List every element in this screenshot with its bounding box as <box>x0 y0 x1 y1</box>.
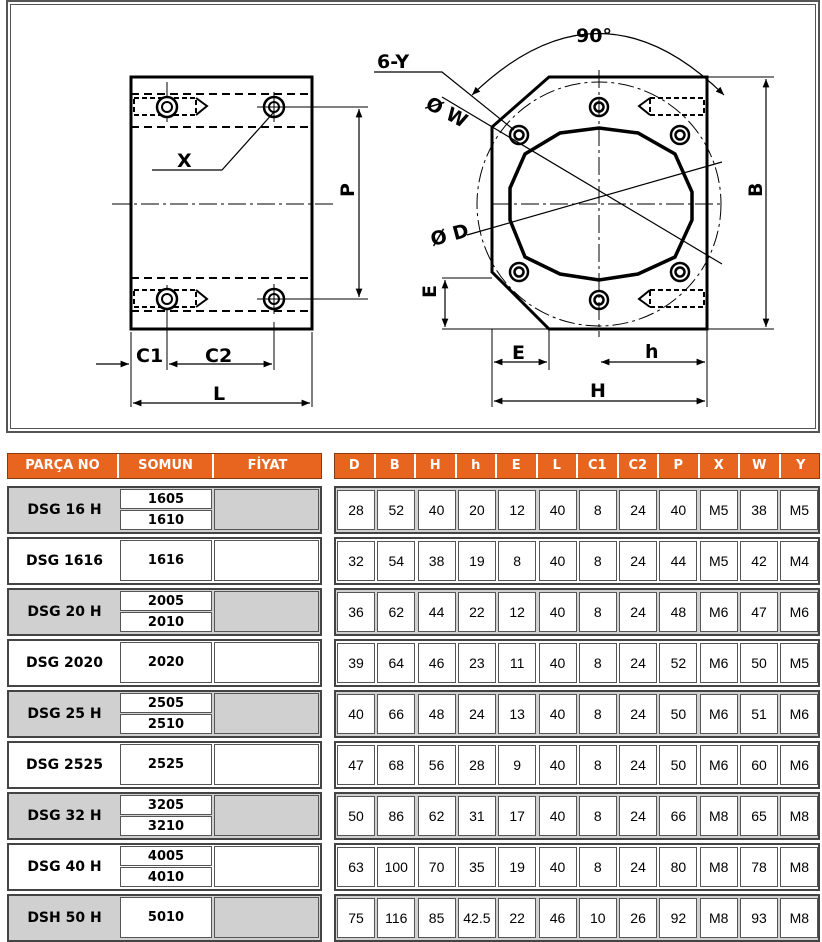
value-b: 116 <box>377 898 415 938</box>
value-d: 47 <box>337 745 375 785</box>
value-c2: 24 <box>619 745 657 785</box>
value-l: 40 <box>539 541 577 581</box>
value-x: M5 <box>700 541 738 581</box>
header-l: L <box>538 454 579 478</box>
value-l: 40 <box>539 745 577 785</box>
label-d: Ø D <box>428 219 472 251</box>
nut-code: 2005 <box>120 591 212 611</box>
value-x: M6 <box>700 643 738 683</box>
value-l: 40 <box>539 592 577 632</box>
value-x: M8 <box>700 796 738 836</box>
value-h: 85 <box>418 898 456 938</box>
value-d: 28 <box>337 490 375 530</box>
price-cell[interactable] <box>214 795 319 836</box>
header-h: h <box>457 454 498 478</box>
nut-code: 2510 <box>120 714 212 734</box>
nut-code: 2010 <box>120 612 212 632</box>
value-h: 56 <box>418 745 456 785</box>
value-c1: 8 <box>579 490 617 530</box>
nut-code: 1616 <box>120 540 212 581</box>
value-c2: 24 <box>619 847 657 887</box>
value-d: 36 <box>337 592 375 632</box>
value-e: 12 <box>498 592 536 632</box>
value-d: 63 <box>337 847 375 887</box>
label-6y: 6-Y <box>377 51 410 73</box>
nut-code: 3210 <box>120 816 212 836</box>
value-w: 42 <box>740 541 778 581</box>
value-b: 52 <box>377 490 415 530</box>
label-l: L <box>213 383 226 405</box>
value-e: 8 <box>498 541 536 581</box>
value-b: 100 <box>377 847 415 887</box>
nut-code: 4010 <box>120 867 212 887</box>
table-row-left <box>7 843 322 891</box>
value-h: 28 <box>458 745 496 785</box>
technical-drawing <box>6 0 820 433</box>
value-c1: 8 <box>579 796 617 836</box>
value-h: 48 <box>418 694 456 734</box>
part-number: DSG 2020 <box>25 655 104 671</box>
value-c1: 8 <box>579 541 617 581</box>
header-d: D <box>335 454 376 478</box>
part-number: DSG 2525 <box>25 757 104 773</box>
price-cell[interactable] <box>214 489 319 530</box>
header-p: P <box>659 454 700 478</box>
value-b: 62 <box>377 592 415 632</box>
value-x: M6 <box>700 592 738 632</box>
value-c1: 8 <box>579 847 617 887</box>
header-c1: C1 <box>578 454 619 478</box>
value-h: 20 <box>458 490 496 530</box>
price-cell[interactable] <box>214 744 319 785</box>
value-e: 11 <box>498 643 536 683</box>
price-cell[interactable] <box>214 642 319 683</box>
value-p: 92 <box>659 898 697 938</box>
value-w: 51 <box>740 694 778 734</box>
price-cell[interactable] <box>214 693 319 734</box>
value-c1: 10 <box>579 898 617 938</box>
value-c2: 24 <box>619 541 657 581</box>
price-cell[interactable] <box>214 846 319 887</box>
table-row-left <box>7 792 322 840</box>
value-p: 66 <box>659 796 697 836</box>
left-table-header <box>7 453 322 479</box>
value-w: 50 <box>740 643 778 683</box>
value-h: 35 <box>458 847 496 887</box>
value-p: 50 <box>659 745 697 785</box>
part-number: DSG 32 H <box>27 808 102 824</box>
value-c2: 24 <box>619 643 657 683</box>
value-x: M8 <box>700 898 738 938</box>
table-row-right <box>334 792 820 840</box>
nut-code: 4005 <box>120 846 212 866</box>
value-y: M8 <box>780 847 818 887</box>
label-x: X <box>177 150 192 172</box>
value-d: 75 <box>337 898 375 938</box>
header-h: H <box>416 454 457 478</box>
value-y: M5 <box>780 490 818 530</box>
value-b: 68 <box>377 745 415 785</box>
value-e: 22 <box>498 898 536 938</box>
table-row-right <box>334 588 820 636</box>
value-h: 44 <box>418 592 456 632</box>
table-row-left <box>7 690 322 738</box>
header-nut: SOMUN <box>119 454 214 478</box>
price-cell[interactable] <box>214 591 319 632</box>
part-number: DSH 50 H <box>27 910 102 926</box>
table-row-left <box>7 741 322 789</box>
header-e: E <box>497 454 538 478</box>
value-x: M5 <box>700 490 738 530</box>
value-d: 50 <box>337 796 375 836</box>
value-c2: 24 <box>619 796 657 836</box>
value-c2: 26 <box>619 898 657 938</box>
table-row-right <box>334 690 820 738</box>
value-l: 40 <box>539 490 577 530</box>
value-h: 22 <box>458 592 496 632</box>
value-b: 86 <box>377 796 415 836</box>
value-y: M6 <box>780 694 818 734</box>
nut-code: 3205 <box>120 795 212 815</box>
value-y: M5 <box>780 643 818 683</box>
value-e: 17 <box>498 796 536 836</box>
value-c1: 8 <box>579 643 617 683</box>
front-view <box>374 34 774 408</box>
header-b: B <box>376 454 417 478</box>
value-d: 39 <box>337 643 375 683</box>
value-l: 40 <box>539 796 577 836</box>
header-y: Y <box>796 458 806 473</box>
value-c2: 24 <box>619 694 657 734</box>
table-row-right <box>334 486 820 534</box>
header-w: W <box>740 454 781 478</box>
table-row-right <box>334 537 820 585</box>
value-h: 40 <box>418 490 456 530</box>
value-p: 50 <box>659 694 697 734</box>
value-l: 40 <box>539 643 577 683</box>
value-d: 32 <box>337 541 375 581</box>
label-c2: C2 <box>205 345 233 367</box>
table-row-left <box>7 639 322 687</box>
label-h-small: h <box>645 341 659 363</box>
value-p: 44 <box>659 541 697 581</box>
value-y: M6 <box>780 745 818 785</box>
nut-code: 2020 <box>120 642 212 683</box>
value-l: 46 <box>539 898 577 938</box>
label-p: P <box>337 183 359 197</box>
value-x: M8 <box>700 847 738 887</box>
value-e: 19 <box>498 847 536 887</box>
drawing-svg <box>8 2 822 435</box>
value-e: 13 <box>498 694 536 734</box>
table-row-right <box>334 843 820 891</box>
value-e: 12 <box>498 490 536 530</box>
value-l: 40 <box>539 694 577 734</box>
header-price: FİYAT <box>247 458 288 473</box>
label-c1: C1 <box>136 345 164 367</box>
header-x: X <box>700 454 741 478</box>
value-p: 40 <box>659 490 697 530</box>
table-row-right <box>334 894 820 942</box>
label-e-left: E <box>419 285 441 298</box>
header-c2: C2 <box>619 454 660 478</box>
table-row-right <box>334 741 820 789</box>
part-number: DSG 40 H <box>27 859 102 875</box>
value-e: 9 <box>498 745 536 785</box>
value-w: 38 <box>740 490 778 530</box>
value-p: 52 <box>659 643 697 683</box>
value-b: 66 <box>377 694 415 734</box>
price-cell[interactable] <box>214 540 319 581</box>
part-number: DSG 20 H <box>27 604 102 620</box>
value-l: 40 <box>539 847 577 887</box>
part-number: DSG 25 H <box>27 706 102 722</box>
value-w: 47 <box>740 592 778 632</box>
value-w: 60 <box>740 745 778 785</box>
header-part-no: PARÇA NO <box>8 454 119 478</box>
value-x: M6 <box>700 694 738 734</box>
nut-code: 1610 <box>120 510 212 530</box>
price-cell[interactable] <box>214 897 319 938</box>
value-c1: 8 <box>579 745 617 785</box>
value-w: 93 <box>740 898 778 938</box>
value-c1: 8 <box>579 592 617 632</box>
value-w: 65 <box>740 796 778 836</box>
nut-code: 2505 <box>120 693 212 713</box>
value-h: 19 <box>458 541 496 581</box>
nut-code: 1605 <box>120 489 212 509</box>
nut-code: 5010 <box>120 897 212 938</box>
table-row-left <box>7 894 322 942</box>
label-angle: 90° <box>576 25 612 47</box>
value-h: 42.5 <box>458 898 496 938</box>
right-table-header <box>334 453 820 479</box>
value-h: 70 <box>418 847 456 887</box>
nut-code: 2525 <box>120 744 212 785</box>
value-h: 23 <box>458 643 496 683</box>
value-c2: 24 <box>619 490 657 530</box>
value-b: 64 <box>377 643 415 683</box>
value-d: 40 <box>337 694 375 734</box>
part-number: DSG 1616 <box>25 553 104 569</box>
label-e-bottom: E <box>512 342 525 364</box>
table-row-left <box>7 588 322 636</box>
value-h: 24 <box>458 694 496 734</box>
value-c2: 24 <box>619 592 657 632</box>
value-y: M8 <box>780 796 818 836</box>
value-y: M6 <box>780 592 818 632</box>
value-h: 38 <box>418 541 456 581</box>
value-p: 48 <box>659 592 697 632</box>
value-b: 54 <box>377 541 415 581</box>
value-x: M6 <box>700 745 738 785</box>
label-h-big: H <box>590 380 606 402</box>
value-w: 78 <box>740 847 778 887</box>
label-b: B <box>745 182 767 197</box>
value-h: 46 <box>418 643 456 683</box>
table-row-left <box>7 537 322 585</box>
table-row-right <box>334 639 820 687</box>
value-y: M8 <box>780 898 818 938</box>
value-h: 31 <box>458 796 496 836</box>
label-w: Ø W <box>421 92 471 133</box>
value-y: M4 <box>780 541 818 581</box>
part-number: DSG 16 H <box>27 502 102 518</box>
table-row-left <box>7 486 322 534</box>
value-h: 62 <box>418 796 456 836</box>
value-c1: 8 <box>579 694 617 734</box>
value-p: 80 <box>659 847 697 887</box>
